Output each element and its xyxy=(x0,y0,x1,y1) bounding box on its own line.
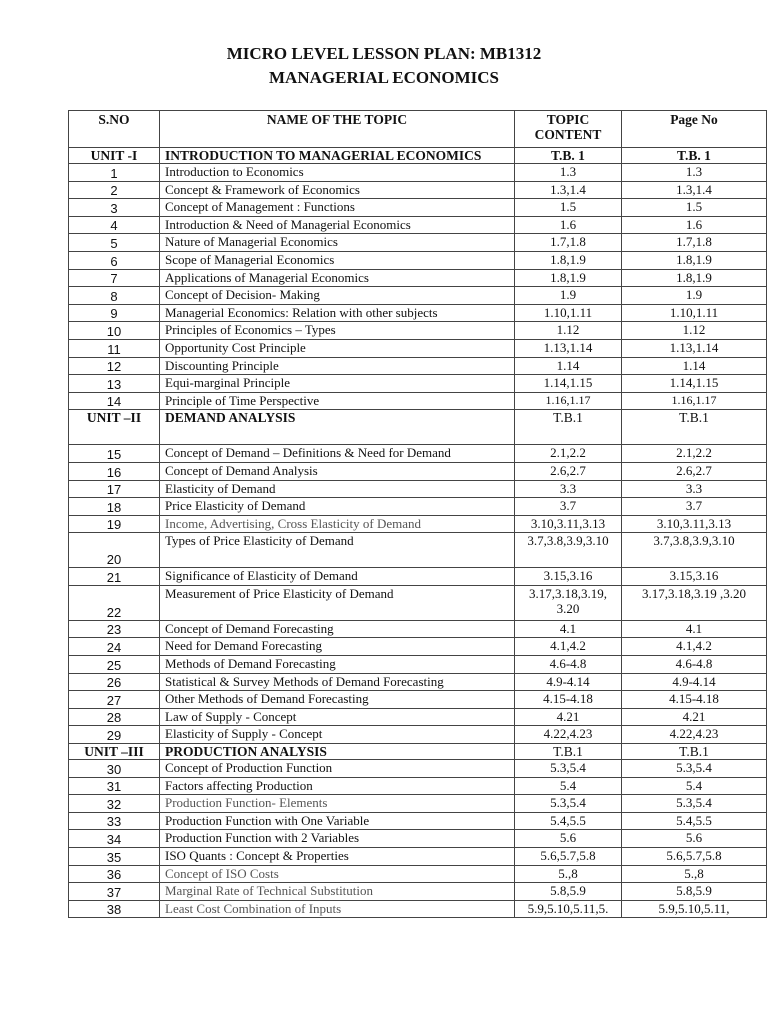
header-page: Page No xyxy=(622,111,767,148)
table-row xyxy=(69,339,767,357)
table-row xyxy=(69,322,767,340)
header-topic: NAME OF THE TOPIC xyxy=(160,111,515,148)
cell-content: 3.17,3.18,3.19, 3.20 xyxy=(515,585,622,620)
table-row xyxy=(69,181,767,199)
cell-content: T.B. 1 xyxy=(515,148,622,164)
header-sno: S.NO xyxy=(69,111,160,148)
cell-topic: Introduction to Economics xyxy=(160,164,515,182)
table-row xyxy=(69,865,767,883)
cell-sno: 25 xyxy=(69,656,160,674)
cell-content: 5.4 xyxy=(515,777,622,795)
cell-page: 3.3 xyxy=(622,480,767,498)
cell-topic: Types of Price Elasticity of Demand xyxy=(160,533,515,568)
cell-topic: Concept of Decision- Making xyxy=(160,287,515,305)
cell-page: 1.3,1.4 xyxy=(622,181,767,199)
cell-sno: 17 xyxy=(69,480,160,498)
cell-sno: 29 xyxy=(69,726,160,744)
cell-page: 1.5 xyxy=(622,199,767,217)
cell-content: 5.3,5.4 xyxy=(515,795,622,813)
cell-topic: Concept of Demand – Definitions & Need for Demand xyxy=(160,445,515,463)
cell-topic: Other Methods of Demand Forecasting xyxy=(160,691,515,709)
cell-page: 5.,8 xyxy=(622,865,767,883)
cell-content: 1.10,1.11 xyxy=(515,304,622,322)
cell-topic: DEMAND ANALYSIS xyxy=(160,410,515,445)
cell-topic: Methods of Demand Forecasting xyxy=(160,656,515,674)
cell-content: 1.3 xyxy=(515,164,622,182)
cell-topic: Production Function- Elements xyxy=(160,795,515,813)
cell-topic: Factors affecting Production xyxy=(160,777,515,795)
table-row xyxy=(69,480,767,498)
cell-page: 4.22,4.23 xyxy=(622,726,767,744)
cell-page: 3.10,3.11,3.13 xyxy=(622,515,767,533)
cell-page: 4.9-4.14 xyxy=(622,673,767,691)
cell-topic: Managerial Economics: Relation with other subjects xyxy=(160,304,515,322)
table-row xyxy=(69,760,767,778)
cell-content: 4.1,4.2 xyxy=(515,638,622,656)
cell-page: T.B.1 xyxy=(622,744,767,760)
cell-topic: Principle of Time Perspective xyxy=(160,392,515,410)
cell-content: 3.15,3.16 xyxy=(515,568,622,586)
table-row xyxy=(69,498,767,516)
cell-sno: 10 xyxy=(69,322,160,340)
cell-topic: Significance of Elasticity of Demand xyxy=(160,568,515,586)
cell-topic: Concept of Demand Analysis xyxy=(160,462,515,480)
lesson-plan-table xyxy=(68,110,767,918)
cell-content: 4.6-4.8 xyxy=(515,656,622,674)
cell-sno: 27 xyxy=(69,691,160,709)
cell-page: 5.4 xyxy=(622,777,767,795)
cell-sno: 20 xyxy=(69,533,160,568)
cell-sno: 23 xyxy=(69,620,160,638)
cell-topic: Applications of Managerial Economics xyxy=(160,269,515,287)
cell-page: 4.1,4.2 xyxy=(622,638,767,656)
cell-page: 1.8,1.9 xyxy=(622,251,767,269)
cell-topic: ISO Quants : Concept & Properties xyxy=(160,848,515,866)
cell-content: 1.9 xyxy=(515,287,622,305)
cell-topic: Concept & Framework of Economics xyxy=(160,181,515,199)
cell-page: 1.7,1.8 xyxy=(622,234,767,252)
cell-content: 1.8,1.9 xyxy=(515,269,622,287)
cell-sno: 4 xyxy=(69,216,160,234)
cell-page: 3.7,3.8,3.9,3.10 xyxy=(622,533,767,568)
cell-sno: 11 xyxy=(69,339,160,357)
table-row xyxy=(69,656,767,674)
cell-content: 1.6 xyxy=(515,216,622,234)
cell-content: 1.12 xyxy=(515,322,622,340)
cell-topic: Principles of Economics – Types xyxy=(160,322,515,340)
cell-page: 1.14,1.15 xyxy=(622,375,767,393)
cell-content: 3.10,3.11,3.13 xyxy=(515,515,622,533)
cell-sno: 9 xyxy=(69,304,160,322)
cell-sno: UNIT –II xyxy=(69,410,160,445)
cell-topic: Nature of Managerial Economics xyxy=(160,234,515,252)
cell-page: 5.6 xyxy=(622,830,767,848)
cell-content: 5.6 xyxy=(515,830,622,848)
cell-content: 1.5 xyxy=(515,199,622,217)
cell-content: 5.9,5.10,5.11,5. xyxy=(515,900,622,918)
cell-content: 1.14 xyxy=(515,357,622,375)
cell-sno: 1 xyxy=(69,164,160,182)
cell-topic: Elasticity of Demand xyxy=(160,480,515,498)
cell-sno: 31 xyxy=(69,777,160,795)
cell-sno: 26 xyxy=(69,673,160,691)
cell-topic: Elasticity of Supply - Concept xyxy=(160,726,515,744)
table-row xyxy=(69,216,767,234)
cell-sno: 22 xyxy=(69,585,160,620)
cell-page: 1.12 xyxy=(622,322,767,340)
cell-page: 4.6-4.8 xyxy=(622,656,767,674)
table-row xyxy=(69,357,767,375)
cell-topic: PRODUCTION ANALYSIS xyxy=(160,744,515,760)
cell-topic: Production Function with One Variable xyxy=(160,812,515,830)
cell-sno: UNIT -I xyxy=(69,148,160,164)
cell-topic: Price Elasticity of Demand xyxy=(160,498,515,516)
table-row xyxy=(69,691,767,709)
cell-sno: 15 xyxy=(69,445,160,463)
cell-content: 1.3,1.4 xyxy=(515,181,622,199)
cell-sno: 36 xyxy=(69,865,160,883)
cell-topic: Least Cost Combination of Inputs xyxy=(160,900,515,918)
cell-sno: 19 xyxy=(69,515,160,533)
table-row xyxy=(69,830,767,848)
table-row xyxy=(69,673,767,691)
cell-content: 3.7,3.8,3.9,3.10 xyxy=(515,533,622,568)
cell-topic: Production Function with 2 Variables xyxy=(160,830,515,848)
cell-content: 5.3,5.4 xyxy=(515,760,622,778)
cell-content: 1.13,1.14 xyxy=(515,339,622,357)
table-row xyxy=(69,392,767,410)
table-row xyxy=(69,777,767,795)
cell-content: T.B.1 xyxy=(515,744,622,760)
table-row xyxy=(69,445,767,463)
cell-sno: 18 xyxy=(69,498,160,516)
table-row xyxy=(69,251,767,269)
table-row xyxy=(69,812,767,830)
table-row xyxy=(69,620,767,638)
header-content: TOPIC CONTENT xyxy=(515,111,622,148)
cell-content: 5.4,5.5 xyxy=(515,812,622,830)
cell-page: 1.14 xyxy=(622,357,767,375)
cell-sno: 8 xyxy=(69,287,160,305)
cell-page: 1.3 xyxy=(622,164,767,182)
cell-page: 2.1,2.2 xyxy=(622,445,767,463)
cell-sno: 24 xyxy=(69,638,160,656)
cell-sno: 5 xyxy=(69,234,160,252)
table-row xyxy=(69,234,767,252)
cell-page: 1.16,1.17 xyxy=(622,392,767,410)
table-row xyxy=(69,848,767,866)
unit-header-row xyxy=(69,148,767,164)
cell-page: 4.21 xyxy=(622,708,767,726)
cell-content: 1.7,1.8 xyxy=(515,234,622,252)
cell-page: 3.17,3.18,3.19 ,3.20 xyxy=(622,585,767,620)
table-row xyxy=(69,638,767,656)
cell-content: 5.6,5.7,5.8 xyxy=(515,848,622,866)
cell-sno: 37 xyxy=(69,883,160,901)
cell-sno: 28 xyxy=(69,708,160,726)
cell-page: 5.6,5.7,5.8 xyxy=(622,848,767,866)
cell-topic: Need for Demand Forecasting xyxy=(160,638,515,656)
cell-content: 4.15-4.18 xyxy=(515,691,622,709)
cell-page: 3.7 xyxy=(622,498,767,516)
cell-content: 4.22,4.23 xyxy=(515,726,622,744)
cell-content: 3.7 xyxy=(515,498,622,516)
unit-header-row xyxy=(69,410,767,445)
cell-page: 1.6 xyxy=(622,216,767,234)
cell-content: 1.16,1.17 xyxy=(515,392,622,410)
cell-content: 1.14,1.15 xyxy=(515,375,622,393)
cell-topic: Scope of Managerial Economics xyxy=(160,251,515,269)
cell-topic: Equi-marginal Principle xyxy=(160,375,515,393)
table-row xyxy=(69,515,767,533)
cell-topic: Concept of Production Function xyxy=(160,760,515,778)
cell-topic: Measurement of Price Elasticity of Demand xyxy=(160,585,515,620)
table-row xyxy=(69,795,767,813)
cell-topic: Marginal Rate of Technical Substitution xyxy=(160,883,515,901)
cell-topic: Concept of Demand Forecasting xyxy=(160,620,515,638)
cell-sno: 34 xyxy=(69,830,160,848)
table-row xyxy=(69,708,767,726)
table-row xyxy=(69,164,767,182)
table-row xyxy=(69,533,767,568)
cell-page: 5.8,5.9 xyxy=(622,883,767,901)
cell-page: 5.9,5.10,5.11, xyxy=(622,900,767,918)
cell-page: 1.13,1.14 xyxy=(622,339,767,357)
cell-content: 2.6,2.7 xyxy=(515,462,622,480)
table-body xyxy=(69,148,767,918)
document-title: MICRO LEVEL LESSON PLAN: MB1312 xyxy=(226,44,542,63)
cell-sno: 21 xyxy=(69,568,160,586)
cell-content: 4.9-4.14 xyxy=(515,673,622,691)
cell-page: T.B.1 xyxy=(622,410,767,445)
cell-page: 5.3,5.4 xyxy=(622,795,767,813)
cell-page: T.B. 1 xyxy=(622,148,767,164)
cell-page: 1.8,1.9 xyxy=(622,269,767,287)
cell-sno: UNIT –III xyxy=(69,744,160,760)
cell-sno: 13 xyxy=(69,375,160,393)
cell-page: 4.15-4.18 xyxy=(622,691,767,709)
table-row xyxy=(69,585,767,620)
cell-page: 2.6,2.7 xyxy=(622,462,767,480)
cell-content: 2.1,2.2 xyxy=(515,445,622,463)
table-header-row xyxy=(69,111,767,148)
cell-content: 5.,8 xyxy=(515,865,622,883)
document-subtitle: MANAGERIAL ECONOMICS xyxy=(269,68,499,87)
table-row xyxy=(69,726,767,744)
table-row xyxy=(69,375,767,393)
cell-sno: 38 xyxy=(69,900,160,918)
unit-header-row xyxy=(69,744,767,760)
cell-page: 3.15,3.16 xyxy=(622,568,767,586)
table-row xyxy=(69,900,767,918)
cell-topic: Statistical & Survey Methods of Demand Forecasting xyxy=(160,673,515,691)
cell-sno: 16 xyxy=(69,462,160,480)
table-row xyxy=(69,568,767,586)
cell-topic: INTRODUCTION TO MANAGERIAL ECONOMICS xyxy=(160,148,515,164)
cell-content: 1.8,1.9 xyxy=(515,251,622,269)
table-row xyxy=(69,304,767,322)
cell-sno: 35 xyxy=(69,848,160,866)
cell-topic: Income, Advertising, Cross Elasticity of Demand xyxy=(160,515,515,533)
cell-page: 4.1 xyxy=(622,620,767,638)
cell-topic: Concept of ISO Costs xyxy=(160,865,515,883)
table-row xyxy=(69,269,767,287)
cell-sno: 3 xyxy=(69,199,160,217)
table-row xyxy=(69,287,767,305)
cell-sno: 12 xyxy=(69,357,160,375)
cell-topic: Concept of Management : Functions xyxy=(160,199,515,217)
table-row xyxy=(69,462,767,480)
cell-sno: 6 xyxy=(69,251,160,269)
table-row xyxy=(69,883,767,901)
table-row xyxy=(69,199,767,217)
cell-sno: 30 xyxy=(69,760,160,778)
cell-content: T.B.1 xyxy=(515,410,622,445)
cell-content: 5.8,5.9 xyxy=(515,883,622,901)
cell-topic: Opportunity Cost Principle xyxy=(160,339,515,357)
cell-sno: 33 xyxy=(69,812,160,830)
cell-page: 5.3,5.4 xyxy=(622,760,767,778)
cell-sno: 7 xyxy=(69,269,160,287)
cell-topic: Introduction & Need of Managerial Economics xyxy=(160,216,515,234)
cell-page: 1.10,1.11 xyxy=(622,304,767,322)
cell-sno: 2 xyxy=(69,181,160,199)
cell-content: 4.1 xyxy=(515,620,622,638)
cell-content: 4.21 xyxy=(515,708,622,726)
cell-page: 1.9 xyxy=(622,287,767,305)
cell-content: 3.3 xyxy=(515,480,622,498)
cell-topic: Discounting Principle xyxy=(160,357,515,375)
cell-sno: 14 xyxy=(69,392,160,410)
cell-page: 5.4,5.5 xyxy=(622,812,767,830)
cell-topic: Law of Supply - Concept xyxy=(160,708,515,726)
cell-sno: 32 xyxy=(69,795,160,813)
